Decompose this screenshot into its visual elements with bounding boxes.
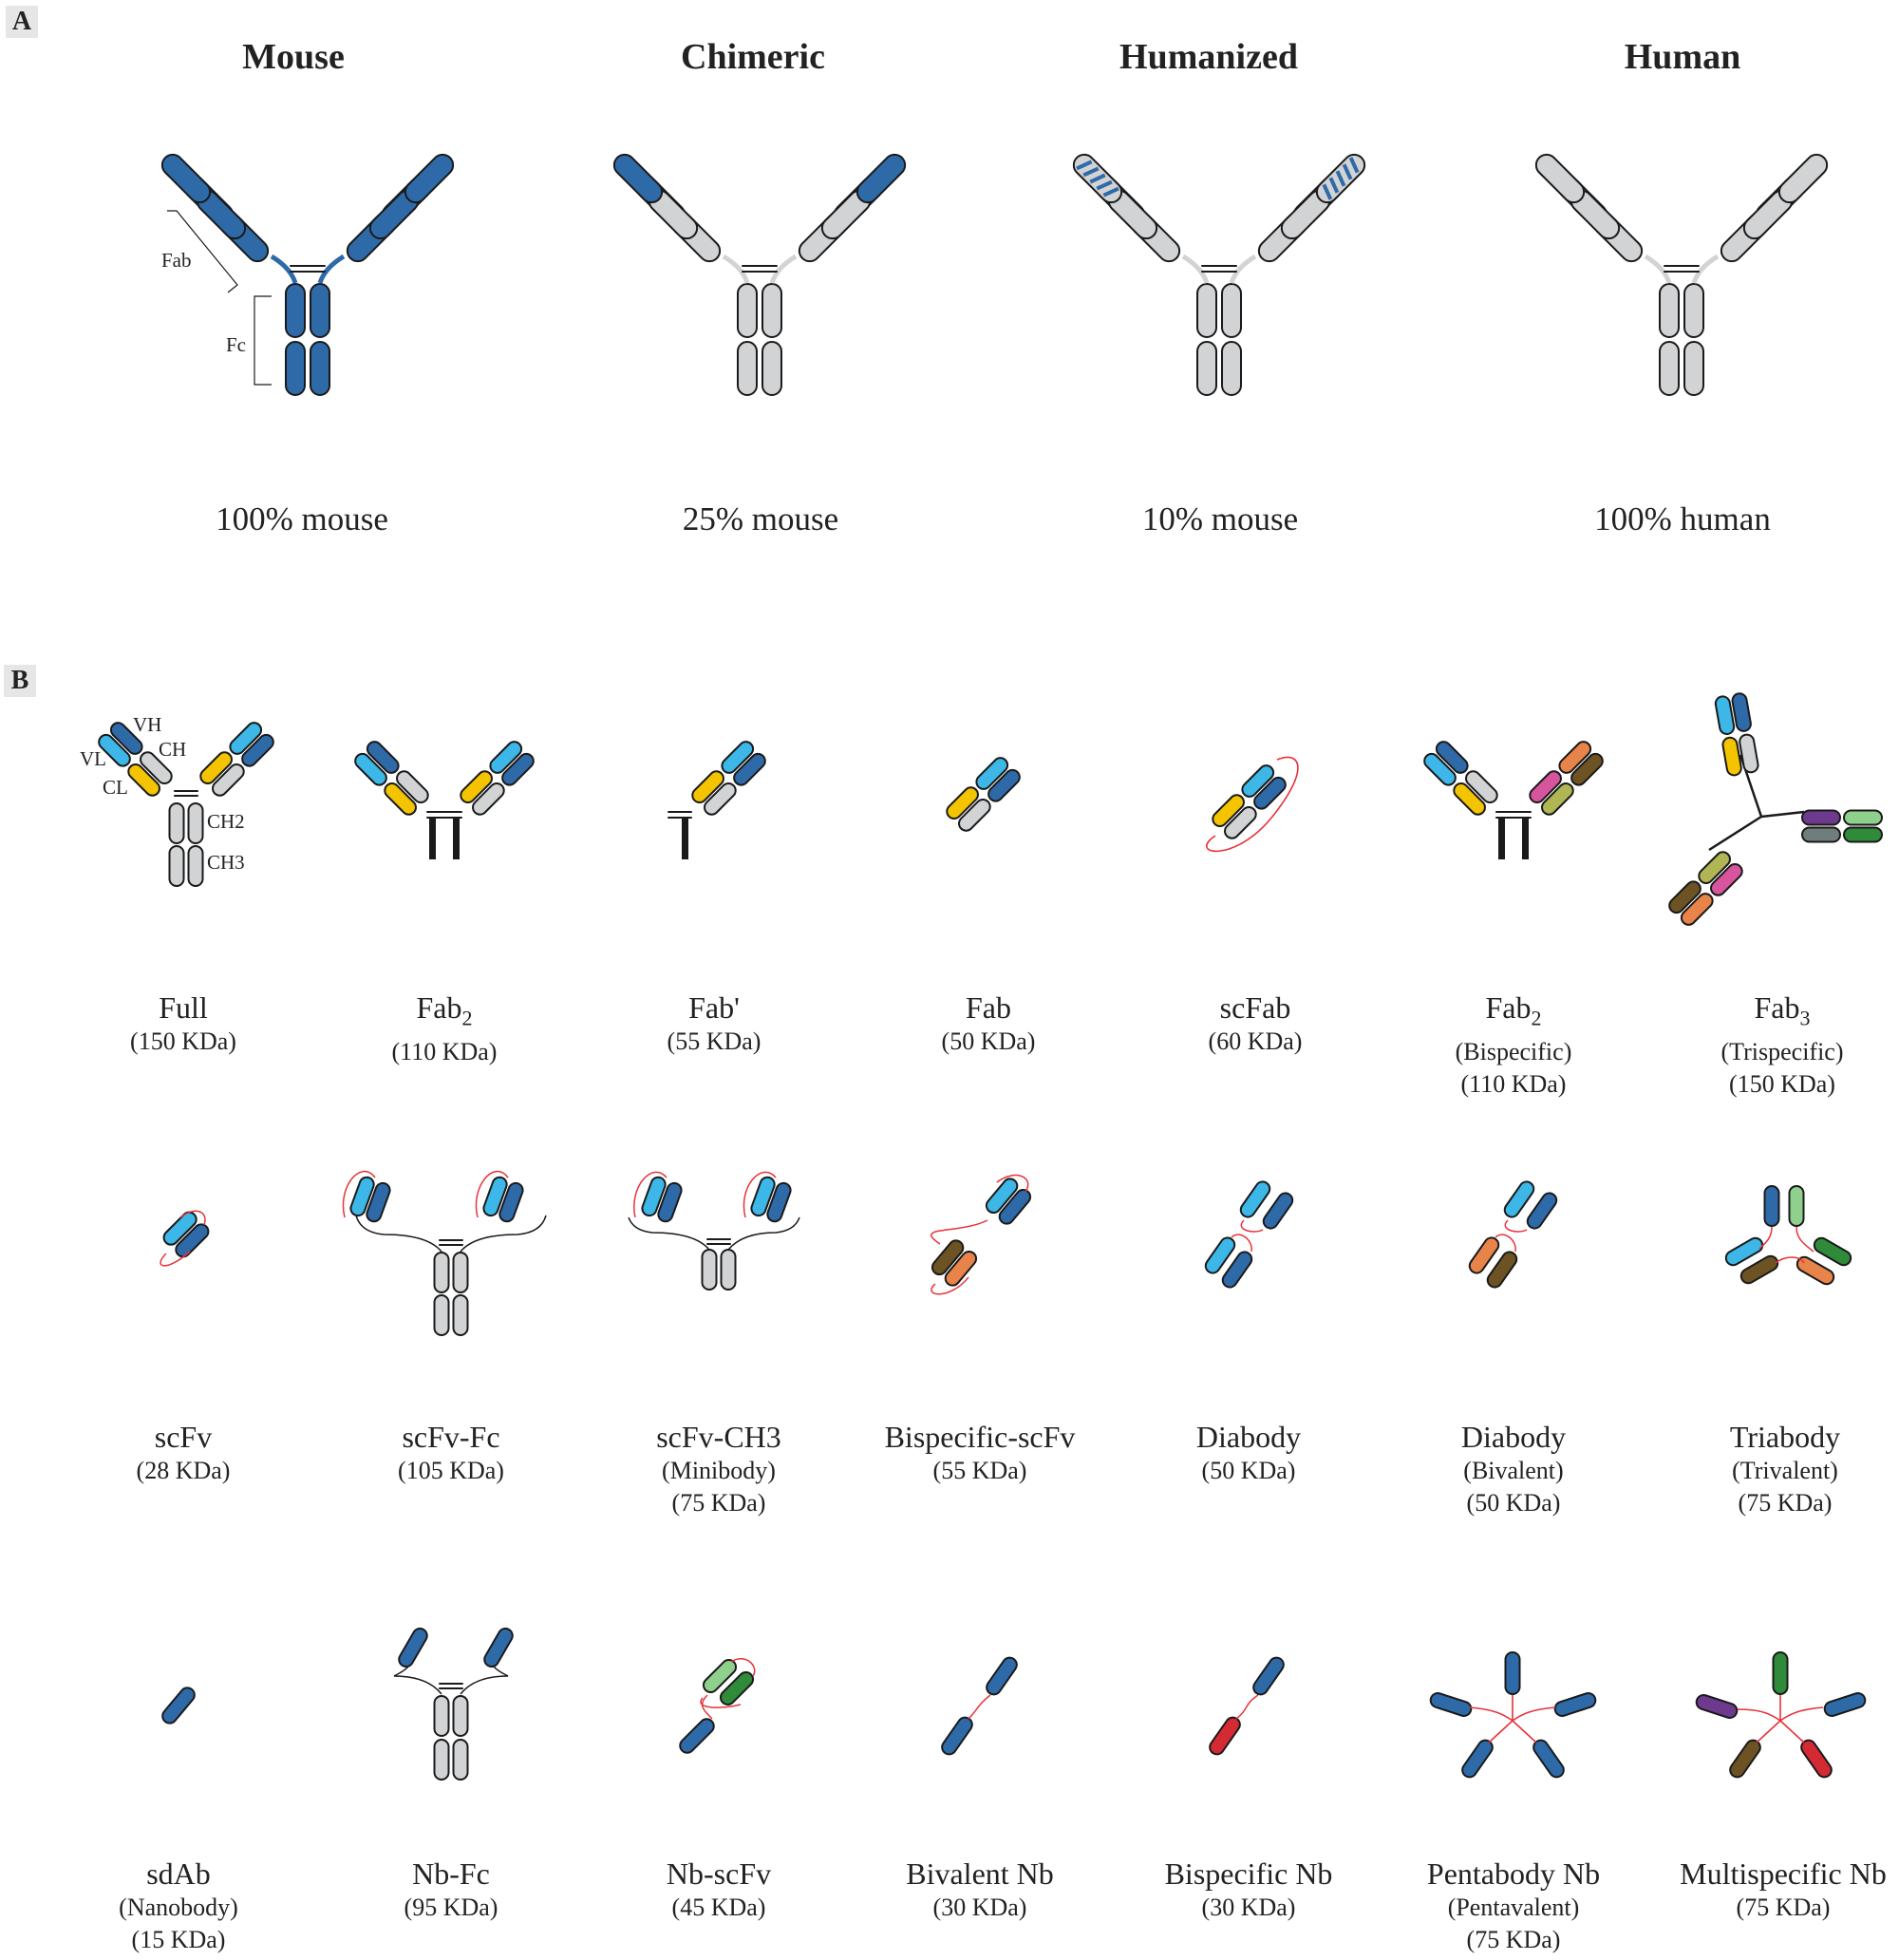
ch3-domain xyxy=(170,846,184,886)
format-detail: (Bispecific) xyxy=(1455,1038,1572,1066)
vl-domain xyxy=(853,150,909,206)
fc-domain xyxy=(1660,284,1679,337)
ch2-label: CH2 xyxy=(207,810,245,833)
format-name-text: Pentabody Nb xyxy=(1426,1856,1601,1891)
hinge xyxy=(728,1217,799,1250)
ch3-domain xyxy=(703,1250,717,1290)
chimeric-title: Chimeric xyxy=(681,37,825,77)
format-name-text: Full xyxy=(159,990,208,1025)
human-title: Human xyxy=(1624,37,1741,77)
vh-label: VH xyxy=(133,713,162,736)
format-detail: (75 KDa) xyxy=(1736,1894,1831,1921)
format-name-text: Triabody xyxy=(1729,1420,1841,1454)
ch3-domain xyxy=(454,1740,468,1780)
linker xyxy=(968,1695,990,1719)
format-name-text: Bivalent Nb xyxy=(906,1856,1054,1891)
format-name-subscript: 3 xyxy=(1799,1006,1811,1030)
format-detail: (75 KDa) xyxy=(1466,1926,1561,1953)
linker xyxy=(1495,1220,1527,1252)
format-name-text: scFab xyxy=(1219,990,1291,1025)
panel-b-label: B xyxy=(4,665,36,697)
fc-domain xyxy=(738,342,757,395)
format-detail: (50 KDa) xyxy=(1201,1457,1296,1484)
ch2-domain xyxy=(170,803,184,843)
vl-domain xyxy=(1069,150,1125,206)
nanobody-domain xyxy=(397,1626,430,1669)
format-detail: (150 KDa) xyxy=(1729,1070,1835,1099)
fc-domain xyxy=(1684,342,1703,395)
vl-domain xyxy=(1312,150,1368,206)
format-name-text: Fab xyxy=(966,990,1011,1025)
linker xyxy=(1738,1695,1823,1743)
mouse-percent: 100% mouse xyxy=(216,500,388,537)
format-name-text: scFv xyxy=(154,1420,213,1454)
nanobody-domain xyxy=(1250,1655,1287,1698)
hinge xyxy=(1694,256,1718,283)
vl-domain xyxy=(158,150,214,206)
hinge-stub xyxy=(453,817,460,859)
nanobody-domain xyxy=(677,1716,717,1756)
ch3-domain xyxy=(435,1740,449,1780)
nanobody-domain xyxy=(1798,1738,1834,1781)
cl-label: CL xyxy=(103,776,128,799)
format-detail: (95 KDa) xyxy=(404,1894,498,1921)
format-name-text: scFv-Fc xyxy=(402,1420,500,1454)
format-name-text: Fab' xyxy=(688,990,740,1025)
linker xyxy=(1207,758,1298,852)
format-detail: (55 KDa) xyxy=(667,1027,761,1055)
nanobody-domain xyxy=(482,1626,516,1669)
chimeric-percent: 25% mouse xyxy=(682,500,839,537)
format-name-text: Fab xyxy=(1754,990,1800,1025)
fc-domain xyxy=(310,284,329,337)
hinge xyxy=(1232,256,1255,283)
cl-domain xyxy=(1802,811,1840,825)
format-detail: (50 KDa) xyxy=(941,1027,1036,1055)
fab-annotation: Fab xyxy=(161,249,192,272)
nanobody-domain xyxy=(1553,1691,1597,1718)
fc-domain xyxy=(286,342,305,395)
format-name-text: sdAb xyxy=(146,1856,211,1891)
format-detail: (105 KDa) xyxy=(398,1457,504,1484)
format-name-text: scFv-CH3 xyxy=(656,1420,781,1454)
vl-domain xyxy=(1844,811,1882,825)
format-name-text: Bispecific Nb xyxy=(1164,1856,1333,1891)
format-name-text: Diabody xyxy=(1195,1420,1302,1454)
fc-domain xyxy=(738,284,757,337)
format-name-text: Nb-scFv xyxy=(666,1856,772,1891)
ch2-domain xyxy=(189,803,203,843)
ch2-domain xyxy=(435,1253,449,1292)
format-detail: (Trispecific) xyxy=(1720,1038,1844,1066)
nanobody-domain xyxy=(939,1715,975,1758)
format-detail: (Minibody) xyxy=(662,1457,776,1484)
fc-domain xyxy=(1222,284,1241,337)
fc-domain xyxy=(762,284,781,337)
nanobody-domain xyxy=(1429,1691,1473,1718)
format-detail: (110 KDa) xyxy=(391,1038,498,1066)
hinge-stub xyxy=(1522,817,1529,859)
linker xyxy=(1470,1695,1555,1743)
format-detail: (150 KDa) xyxy=(130,1027,236,1055)
hinge xyxy=(320,256,344,283)
ch3-domain xyxy=(722,1250,736,1290)
vl-domain xyxy=(1790,1186,1804,1226)
hinge xyxy=(724,256,747,283)
ch-domain xyxy=(1802,828,1840,842)
humanized-percent: 10% mouse xyxy=(1141,500,1299,537)
nanobody-domain xyxy=(1823,1691,1867,1718)
hinge-stub xyxy=(1498,817,1505,859)
format-name-subscript: 2 xyxy=(461,1006,473,1030)
fc-annotation: Fc xyxy=(226,333,246,356)
vh-domain xyxy=(1844,828,1882,842)
hinge xyxy=(394,1662,442,1694)
nanobody-domain xyxy=(160,1685,197,1725)
fc-domain xyxy=(1684,284,1703,337)
format-detail: (Trivalent) xyxy=(1732,1457,1838,1484)
fc-domain xyxy=(1222,342,1241,395)
vl-domain xyxy=(1775,150,1831,206)
hinge-stub xyxy=(429,817,436,859)
nanobody-domain xyxy=(984,1655,1020,1698)
nanobody-domain xyxy=(1506,1652,1520,1694)
format-detail: (Bivalent) xyxy=(1463,1457,1564,1484)
format-name-text: Fab xyxy=(1485,990,1532,1025)
humanized-title: Humanized xyxy=(1119,37,1298,77)
nanobody-domain xyxy=(1727,1738,1763,1781)
nanobody-domain xyxy=(1531,1738,1567,1781)
hinge xyxy=(629,1217,709,1250)
ch3-domain xyxy=(435,1295,449,1335)
format-detail: (28 KDa) xyxy=(136,1457,231,1484)
vl-label: VL xyxy=(80,747,106,770)
fc-domain xyxy=(1660,342,1679,395)
ch2-domain xyxy=(435,1696,449,1736)
ch-label: CH xyxy=(159,738,187,761)
hinge xyxy=(272,256,295,283)
format-detail: (110 KDa) xyxy=(1460,1070,1567,1099)
format-detail: (Pentavalent) xyxy=(1447,1894,1580,1921)
format-detail: (75 KDa) xyxy=(671,1489,766,1517)
human-percent: 100% human xyxy=(1594,500,1771,537)
vl-domain xyxy=(401,150,457,206)
mouse-title: Mouse xyxy=(242,37,345,77)
panel-a-label: A xyxy=(6,6,38,38)
format-detail: (Nanobody) xyxy=(119,1894,238,1921)
ch3-label: CH3 xyxy=(207,851,245,874)
format-detail: (55 KDa) xyxy=(932,1457,1027,1484)
vh-domain xyxy=(1765,1186,1779,1226)
format-detail: (15 KDa) xyxy=(131,1926,226,1953)
fc-domain xyxy=(310,342,329,395)
nanobody-domain xyxy=(1695,1693,1739,1720)
format-detail: (60 KDa) xyxy=(1208,1027,1303,1055)
format-name-text: Multispecific Nb xyxy=(1680,1856,1887,1891)
format-name-text: Diabody xyxy=(1460,1420,1567,1454)
fc-domain xyxy=(762,342,781,395)
vl-domain xyxy=(1532,150,1588,206)
format-detail: (50 KDa) xyxy=(1466,1489,1561,1517)
vl-domain xyxy=(610,150,666,206)
hinge xyxy=(1761,812,1804,817)
hinge xyxy=(772,256,796,283)
nanobody-domain xyxy=(1459,1738,1495,1781)
hinge xyxy=(1645,256,1669,283)
hinge xyxy=(461,1662,508,1694)
ch3-domain xyxy=(189,846,203,886)
format-name-text: Nb-Fc xyxy=(412,1856,490,1891)
fc-domain xyxy=(1197,342,1216,395)
linker xyxy=(1232,1220,1263,1252)
fc-bracket xyxy=(254,296,272,385)
format-detail: (75 KDa) xyxy=(1738,1489,1833,1517)
format-detail: (30 KDa) xyxy=(932,1894,1027,1921)
format-detail: (30 KDa) xyxy=(1201,1894,1296,1921)
ch2-domain xyxy=(454,1696,468,1736)
format-name-subscript: 2 xyxy=(1531,1006,1542,1030)
fc-domain xyxy=(286,284,305,337)
format-name-text: Bispecific-scFv xyxy=(884,1420,1076,1454)
hinge xyxy=(1709,817,1761,850)
fc-domain xyxy=(1197,284,1216,337)
nanobody-domain xyxy=(1774,1652,1788,1694)
ch2-domain xyxy=(454,1253,468,1292)
hinge xyxy=(356,1216,442,1252)
nanobody-domain xyxy=(1207,1715,1243,1758)
ch3-domain xyxy=(454,1295,468,1335)
hinge-stub xyxy=(682,817,688,859)
hinge xyxy=(1183,256,1207,283)
linker xyxy=(1236,1695,1258,1719)
format-detail: (45 KDa) xyxy=(671,1894,766,1921)
format-name-text: Fab xyxy=(416,990,462,1025)
